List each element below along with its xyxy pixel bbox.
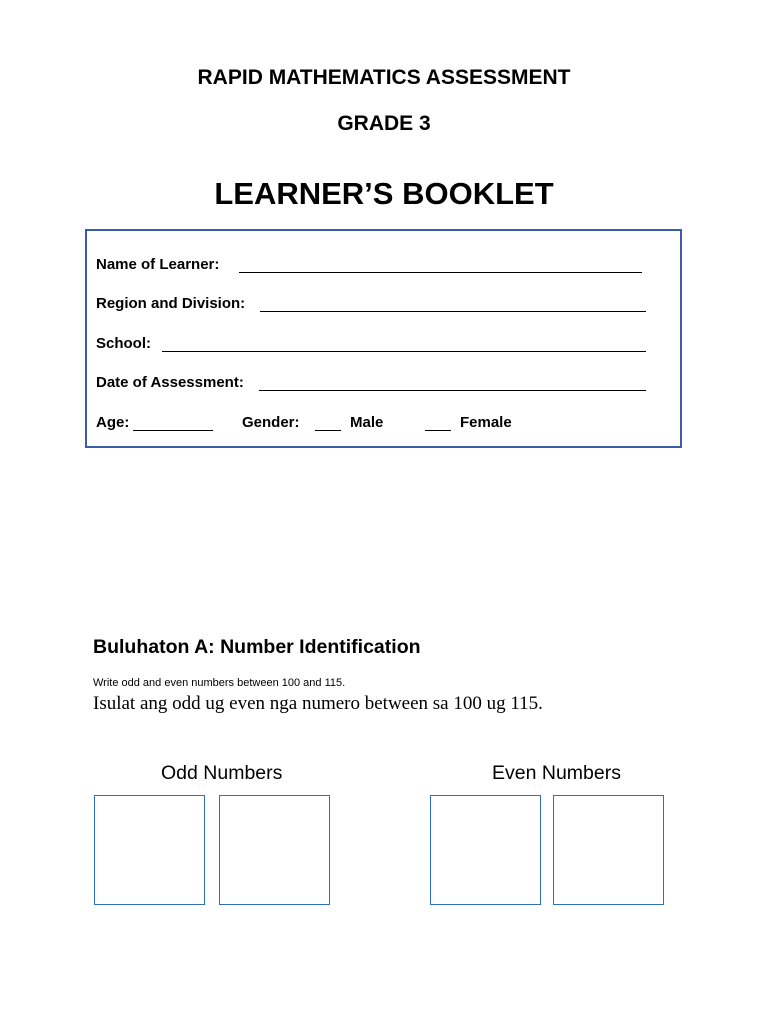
assessment-title: RAPID MATHEMATICS ASSESSMENT bbox=[197, 66, 571, 89]
odd-answer-box-1[interactable] bbox=[94, 795, 205, 905]
age-gender-row bbox=[96, 414, 129, 431]
instruction-cebuano: Isulat ang odd ug even nga numero between sa 100 ug 115. bbox=[93, 693, 543, 714]
school-field[interactable] bbox=[162, 351, 646, 352]
school-label: School: bbox=[96, 335, 151, 352]
odd-answer-box-2[interactable] bbox=[219, 795, 330, 905]
school-row bbox=[96, 335, 151, 352]
grade-label: GRADE 3 bbox=[337, 112, 431, 135]
name-field[interactable] bbox=[239, 272, 642, 273]
even-answer-box-1[interactable] bbox=[430, 795, 541, 905]
booklet-title: LEARNER’S BOOKLET bbox=[214, 176, 554, 211]
date-label: Date of Assessment: bbox=[96, 374, 244, 391]
gender-label: Gender: bbox=[242, 414, 300, 431]
region-row bbox=[96, 295, 245, 312]
female-checkbox-line[interactable] bbox=[425, 430, 451, 431]
female-option bbox=[460, 414, 512, 431]
date-of-assessment-field[interactable] bbox=[259, 390, 646, 391]
even-numbers-label: Even Numbers bbox=[492, 762, 621, 784]
male-checkbox-line[interactable] bbox=[315, 430, 341, 431]
name-row bbox=[96, 256, 219, 273]
learner-info-box bbox=[85, 229, 682, 448]
female-label: Female bbox=[460, 414, 512, 431]
male-option bbox=[350, 414, 383, 431]
instruction-english: Write odd and even numbers between 100 and 115. bbox=[93, 677, 346, 689]
task-heading: Buluhaton A: Number Identification bbox=[93, 636, 421, 658]
region-label: Region and Division: bbox=[96, 295, 246, 312]
date-row bbox=[96, 374, 244, 391]
male-label: Male bbox=[350, 414, 384, 431]
gender-label-wrap bbox=[242, 414, 300, 431]
odd-numbers-label: Odd Numbers bbox=[161, 762, 283, 784]
age-label: Age: bbox=[96, 414, 130, 431]
age-field[interactable] bbox=[133, 430, 213, 431]
even-answer-box-2[interactable] bbox=[553, 795, 664, 905]
name-label: Name of Learner: bbox=[96, 256, 220, 273]
region-division-field[interactable] bbox=[260, 311, 646, 312]
